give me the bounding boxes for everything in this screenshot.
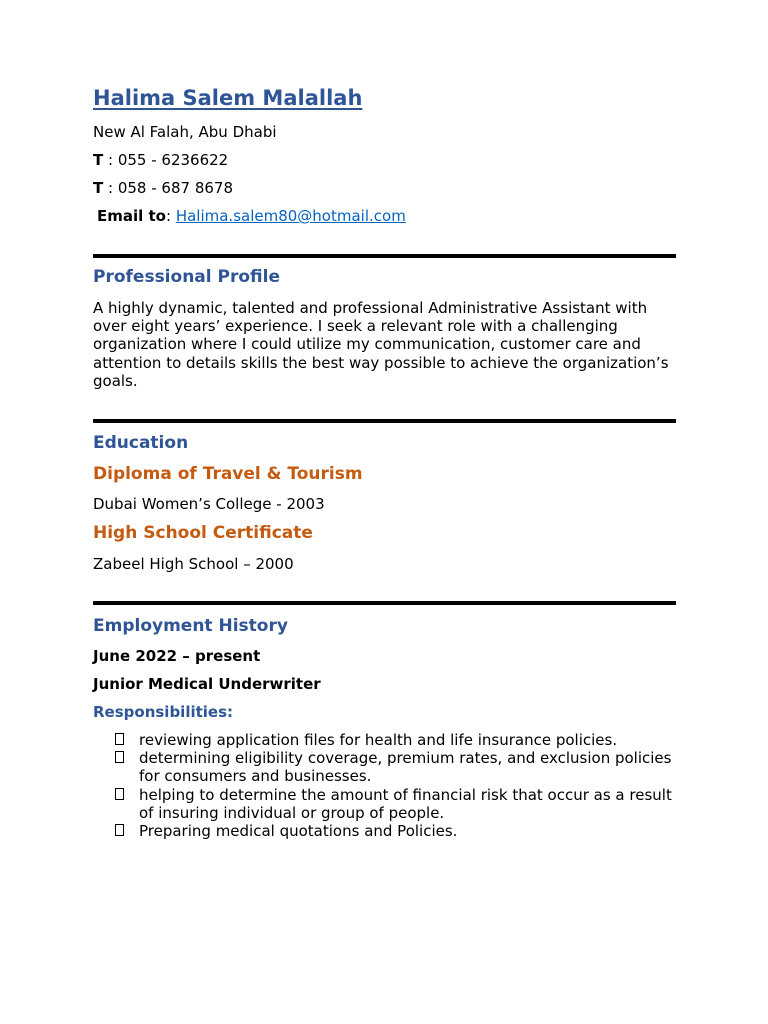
- bullet-icon: [115, 733, 124, 745]
- list-item: [93, 749, 676, 785]
- phone-2-label: T: [93, 179, 104, 197]
- list-item-text: determining eligibility coverage, premium rates, and exclusion policies for consumers and businesses.: [139, 749, 672, 786]
- education-title-1: Diploma of Travel & Tourism: [93, 464, 363, 484]
- list-item-text: reviewing application files for health and life insurance policies.: [139, 731, 618, 749]
- list-item: [93, 786, 676, 822]
- section-divider: [93, 419, 676, 423]
- email-separator: :: [165, 207, 176, 225]
- email-line: [97, 207, 406, 225]
- education-detail-1: Dubai Women’s College - 2003: [93, 495, 325, 513]
- responsibilities-list: [93, 731, 676, 840]
- list-item-text: Preparing medical quotations and Policies.: [139, 822, 458, 841]
- phone-2-number: : 058 - 687 8678: [108, 179, 233, 197]
- education-title-2: High School Certificate: [93, 523, 313, 543]
- bullet-icon: [115, 751, 124, 763]
- profile-heading: Professional Profile: [93, 267, 280, 287]
- address: New Al Falah, Abu Dhabi: [93, 123, 277, 141]
- email-link[interactable]: Halima.salem80@hotmail.com: [175, 207, 406, 225]
- profile-text: A highly dynamic, talented and professional Administrative Assistant with over eight years’ experience. I seek a relevant role with a challenging organization where I could utilize my communication, customer care and attention to details skills the best way possible to achieve the organization’s goals.: [93, 299, 669, 390]
- education-detail-2: Zabeel High School – 2000: [93, 555, 294, 573]
- bullet-icon: [115, 788, 124, 800]
- list-item: [93, 822, 676, 840]
- employment-period: June 2022 – present: [93, 647, 261, 665]
- phone-1-number: : 055 - 6236622: [108, 151, 229, 169]
- job-title: Junior Medical Underwriter: [93, 675, 321, 693]
- bullet-icon: [115, 824, 124, 836]
- email-label: Email to: [97, 207, 166, 225]
- responsibilities-label: Responsibilities:: [93, 703, 234, 721]
- phone-1: [93, 151, 228, 169]
- section-divider: [93, 601, 676, 605]
- phone-2: [93, 179, 233, 197]
- list-item-text: helping to determine the amount of financial risk that occur as a result of insuring individual or group of people.: [139, 785, 672, 822]
- section-divider: [93, 254, 676, 258]
- education-heading: Education: [93, 433, 189, 453]
- candidate-name: Halima Salem Malallah: [93, 86, 363, 110]
- list-item: [93, 731, 676, 749]
- employment-heading: Employment History: [93, 616, 288, 636]
- phone-1-label: T: [93, 151, 104, 169]
